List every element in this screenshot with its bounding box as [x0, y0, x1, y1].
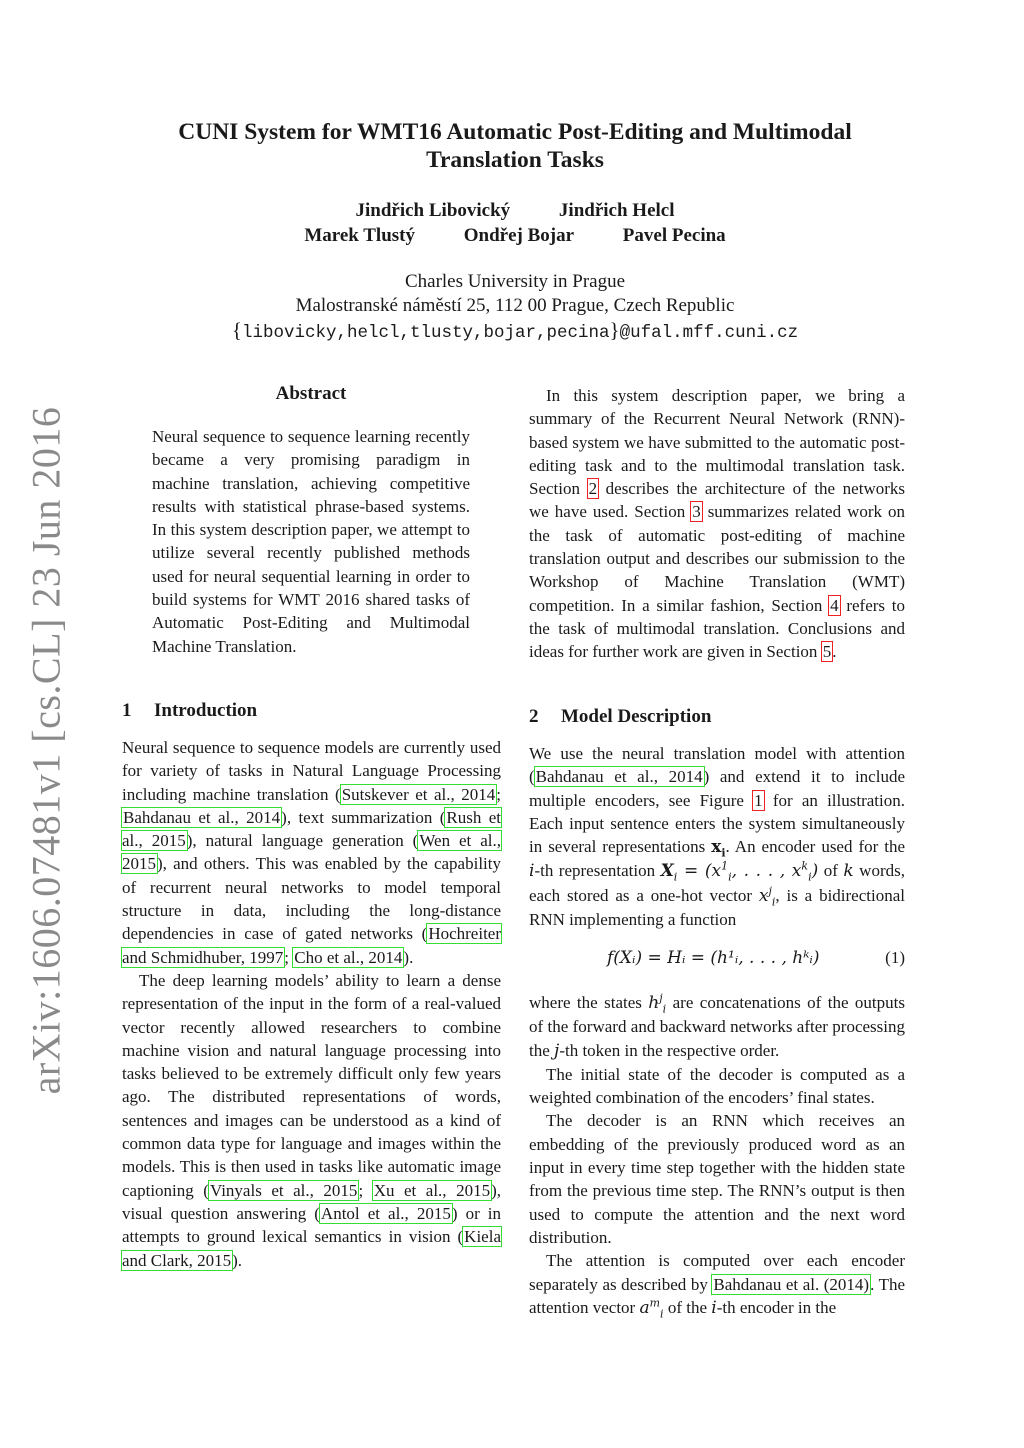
text-run: describes the architecture of the networks we have used. Section — [529, 479, 905, 522]
math-symbol: x — [711, 837, 722, 858]
email-brace-close: } — [609, 318, 620, 342]
model-paragraph-4: The decoder is an RNN which receives an embedding of the previously produced word as an input in every time step together with the hidden state from the previous time step. The RNN’s output is then used to compute the attention and the next word distribution. — [529, 1111, 905, 1247]
math-subscript: i — [660, 1307, 664, 1321]
citation-link[interactable]: Rush et al., 2015 — [122, 807, 501, 851]
text-run: ). — [403, 947, 414, 967]
introduction-body — [122, 736, 501, 1272]
citation-link[interactable]: Hochreiter and Schmidhuber, 1997 — [122, 924, 501, 967]
email-users: libovicky,helcl,tlusty,bojar,pecina — [241, 323, 610, 343]
citation-link[interactable]: Sutskever et al., 2014 — [341, 784, 496, 804]
text-run: ; — [284, 947, 294, 967]
text-run: ), natural language generation ( — [186, 831, 419, 851]
math-subscript: i — [728, 870, 732, 884]
math-superscript: j — [768, 884, 772, 898]
text-run: ). — [232, 1250, 242, 1270]
math-j: j — [554, 1040, 560, 1061]
section-number: 1 — [122, 700, 132, 721]
math-k: k — [843, 861, 854, 882]
abstract-body — [152, 425, 470, 658]
text-run: ), text summarization ( — [281, 807, 446, 827]
math-subscript: i — [721, 846, 726, 860]
text-run: , is a bidirectional RNN implementing a function — [529, 885, 905, 930]
text-run: for an illustration. Each input sentence enters the system simultaneously in several representations — [529, 790, 905, 857]
text-run: ), and others. This was enabled by the capability of recurrent neural networks to model temporal structure in data, including the long-distance dependencies in case of gated networks ( — [122, 854, 501, 944]
equation-expression: f(Xᵢ) = Hᵢ = (h¹ᵢ, . . . , hᵏᵢ) — [607, 948, 820, 968]
equation-1 — [529, 948, 905, 974]
equation-number: (1) — [885, 948, 905, 967]
citation-link[interactable]: Vinyals et al., 2015 — [209, 1180, 358, 1200]
citation-link[interactable]: Bahdanau et al. (2014) — [713, 1274, 870, 1294]
citation-link[interactable]: Wen et al., 2015 — [122, 831, 501, 874]
text-run: refers to the task of multimodal translation. Conclusions and ideas for further work are given in Section — [529, 595, 905, 662]
author-name: Ondřej Bojar — [463, 225, 575, 246]
citation-link[interactable]: Bahdanau et al., 2014 — [535, 767, 703, 787]
institution: Charles University in Prague — [404, 271, 626, 292]
intro-paragraph-2 — [122, 969, 501, 1272]
math-a-m-i — [639, 1296, 664, 1321]
abstract-text: Neural sequence to sequence learning recently became a very promising paradigm in machine translation, achieving competitive results with statistical phrase-based systems. In this system description paper, we attempt to utilize several recently published methods used for neural sequential learning in order to build systems for WMT 2016 shared tasks of Automatic Post-Editing and Multimodal Machine Translation. — [152, 427, 470, 656]
section-ref-link[interactable]: 2 — [588, 479, 598, 499]
math-h-j-i — [648, 991, 667, 1016]
math-symbol: , . . . , x — [731, 861, 802, 882]
math-symbol: X — [660, 861, 674, 882]
intro-paragraph-1 — [122, 736, 501, 969]
email-domain: @ufal.mff.cuni.cz — [619, 323, 799, 343]
text-run: -th representation — [534, 861, 661, 881]
text-run: The attention is computed over each encoder separately as described by — [529, 1251, 905, 1294]
text-run: . An encoder used for the — [725, 837, 906, 857]
author-row-2 — [130, 223, 900, 248]
arxiv-stamp — [22, 400, 70, 1100]
model-paragraph-1 — [529, 742, 905, 931]
model-paragraph-3: The initial state of the decoder is computed as a weighted combination of the encoders’ final states. — [529, 1064, 905, 1108]
section-ref-link[interactable]: 5 — [822, 642, 832, 662]
author-list — [130, 198, 900, 248]
text-run: . The attention vector — [529, 1274, 906, 1317]
title-line-2: Translation Tasks — [426, 147, 604, 173]
arxiv-stamp-text: arXiv:1606.07481v1 [cs.CL] 23 Jun 2016 — [23, 406, 69, 1094]
model-body-top — [529, 742, 905, 931]
text-run: words, each stored as a one-hot vector — [529, 861, 905, 905]
right-intro-body — [529, 384, 905, 664]
math-subscript: i — [673, 870, 678, 884]
text-run: summarizes related work on the task of automatic post-editing of machine translation output and describes our submission to the Workshop of Machine Translation (WMT) competition. In a similar fashion, Section — [529, 502, 905, 615]
right-intro-paragraph — [529, 384, 905, 664]
figure-ref-link[interactable]: 1 — [754, 790, 763, 810]
math-superscript: j — [659, 991, 663, 1005]
math-i: i — [711, 1297, 717, 1318]
math-i: i — [529, 861, 535, 882]
section-heading-introduction — [122, 700, 257, 722]
email-brace-open: { — [231, 318, 242, 342]
math-superscript: k — [801, 859, 809, 873]
math-x-i — [711, 837, 726, 860]
author-name: Marek Tlustý — [304, 225, 415, 246]
title-line-1: CUNI System for WMT16 Automatic Post-Editing and Multimodal — [178, 119, 852, 145]
text-run: . — [832, 642, 837, 662]
math-symbol: x — [758, 885, 769, 906]
citation-link[interactable]: Xu et al., 2015 — [373, 1180, 491, 1200]
text-run: -th encoder in the — [716, 1297, 837, 1317]
math-subscript: i — [808, 870, 812, 884]
text-run: ), visual question answering ( — [122, 1180, 501, 1223]
section-heading-model-description — [529, 706, 711, 728]
text-run: In this system description paper, we bring a summary of the Recurrent Neural Network (RNN)-based system we have submitted to the automatic post-editing task and to the multimodal translation task. Section — [529, 386, 905, 499]
citation-link[interactable]: Bahdanau et al., 2014 — [123, 807, 281, 827]
math-symbol: h — [648, 993, 660, 1013]
math-x-j-i — [758, 884, 776, 909]
math-symbol: = (x — [677, 861, 722, 882]
math-superscript: m — [649, 1296, 661, 1310]
author-row-1 — [130, 198, 900, 223]
citation-link[interactable]: Cho et al., 2014 — [294, 947, 403, 967]
text-run: ) or in attempts to ground lexical semantics in vision ( — [122, 1203, 502, 1247]
model-body-bottom — [529, 991, 905, 1320]
section-number: 2 — [529, 706, 539, 727]
text-run: of — [818, 861, 844, 881]
math-X-i-def — [660, 859, 819, 884]
math-symbol: ) — [811, 861, 819, 882]
author-name: Jindřich Libovický — [355, 200, 511, 221]
text-run: We use the neural translation model with attention ( — [529, 744, 905, 787]
paper-title — [130, 118, 900, 174]
email — [130, 318, 900, 345]
section-ref-link[interactable]: 4 — [830, 595, 839, 615]
text-run: ; — [496, 784, 501, 804]
math-superscript: 1 — [721, 859, 729, 873]
affiliation — [130, 270, 900, 345]
section-ref-link[interactable]: 3 — [692, 502, 701, 522]
citation-link[interactable]: Kiela and Clark, 2015 — [122, 1227, 501, 1270]
address: Malostranské náměstí 25, 112 00 Prague, Czech Republic — [295, 295, 735, 316]
citation-link[interactable]: Antol et al., 2015 — [320, 1203, 451, 1223]
section-title: Model Description — [561, 706, 712, 727]
model-paragraph-5 — [529, 1249, 905, 1320]
text-run: ; — [358, 1180, 373, 1200]
text-run: ) and extend it to include multiple encoders, see Figure — [529, 767, 905, 810]
author-name: Jindřich Helcl — [558, 200, 675, 221]
author-name: Pavel Pecina — [622, 225, 726, 246]
abstract-heading: Abstract — [275, 383, 347, 404]
math-subscript: i — [662, 1002, 667, 1016]
math-subscript: i — [771, 895, 776, 909]
section-title: Introduction — [154, 700, 258, 721]
model-paragraph-2 — [529, 991, 905, 1063]
math-symbol: a — [639, 1297, 650, 1318]
text-run: Neural sequence to sequence models are currently used for variety of tasks in Natural Language Processing including machine translation ( — [122, 738, 501, 804]
text-run: The deep learning models’ ability to learn a dense representation of the input in the form of a real-valued vector recently allowed researchers to combine machine vision and natural language processing into tasks believed to be extremely difficult only few years ago. The distributed representations of words, sentences and images can be understood as a kind of common data type for language and images within the models. This is then used in tasks like automatic image captioning ( — [122, 970, 501, 1200]
text-run: of the — [663, 1297, 712, 1317]
text-run: -th token in the respective order. — [559, 1040, 780, 1060]
text-run: where the states — [529, 993, 649, 1012]
text-run: are concatenations of the outputs of the forward and backward networks after processing the — [529, 993, 905, 1060]
